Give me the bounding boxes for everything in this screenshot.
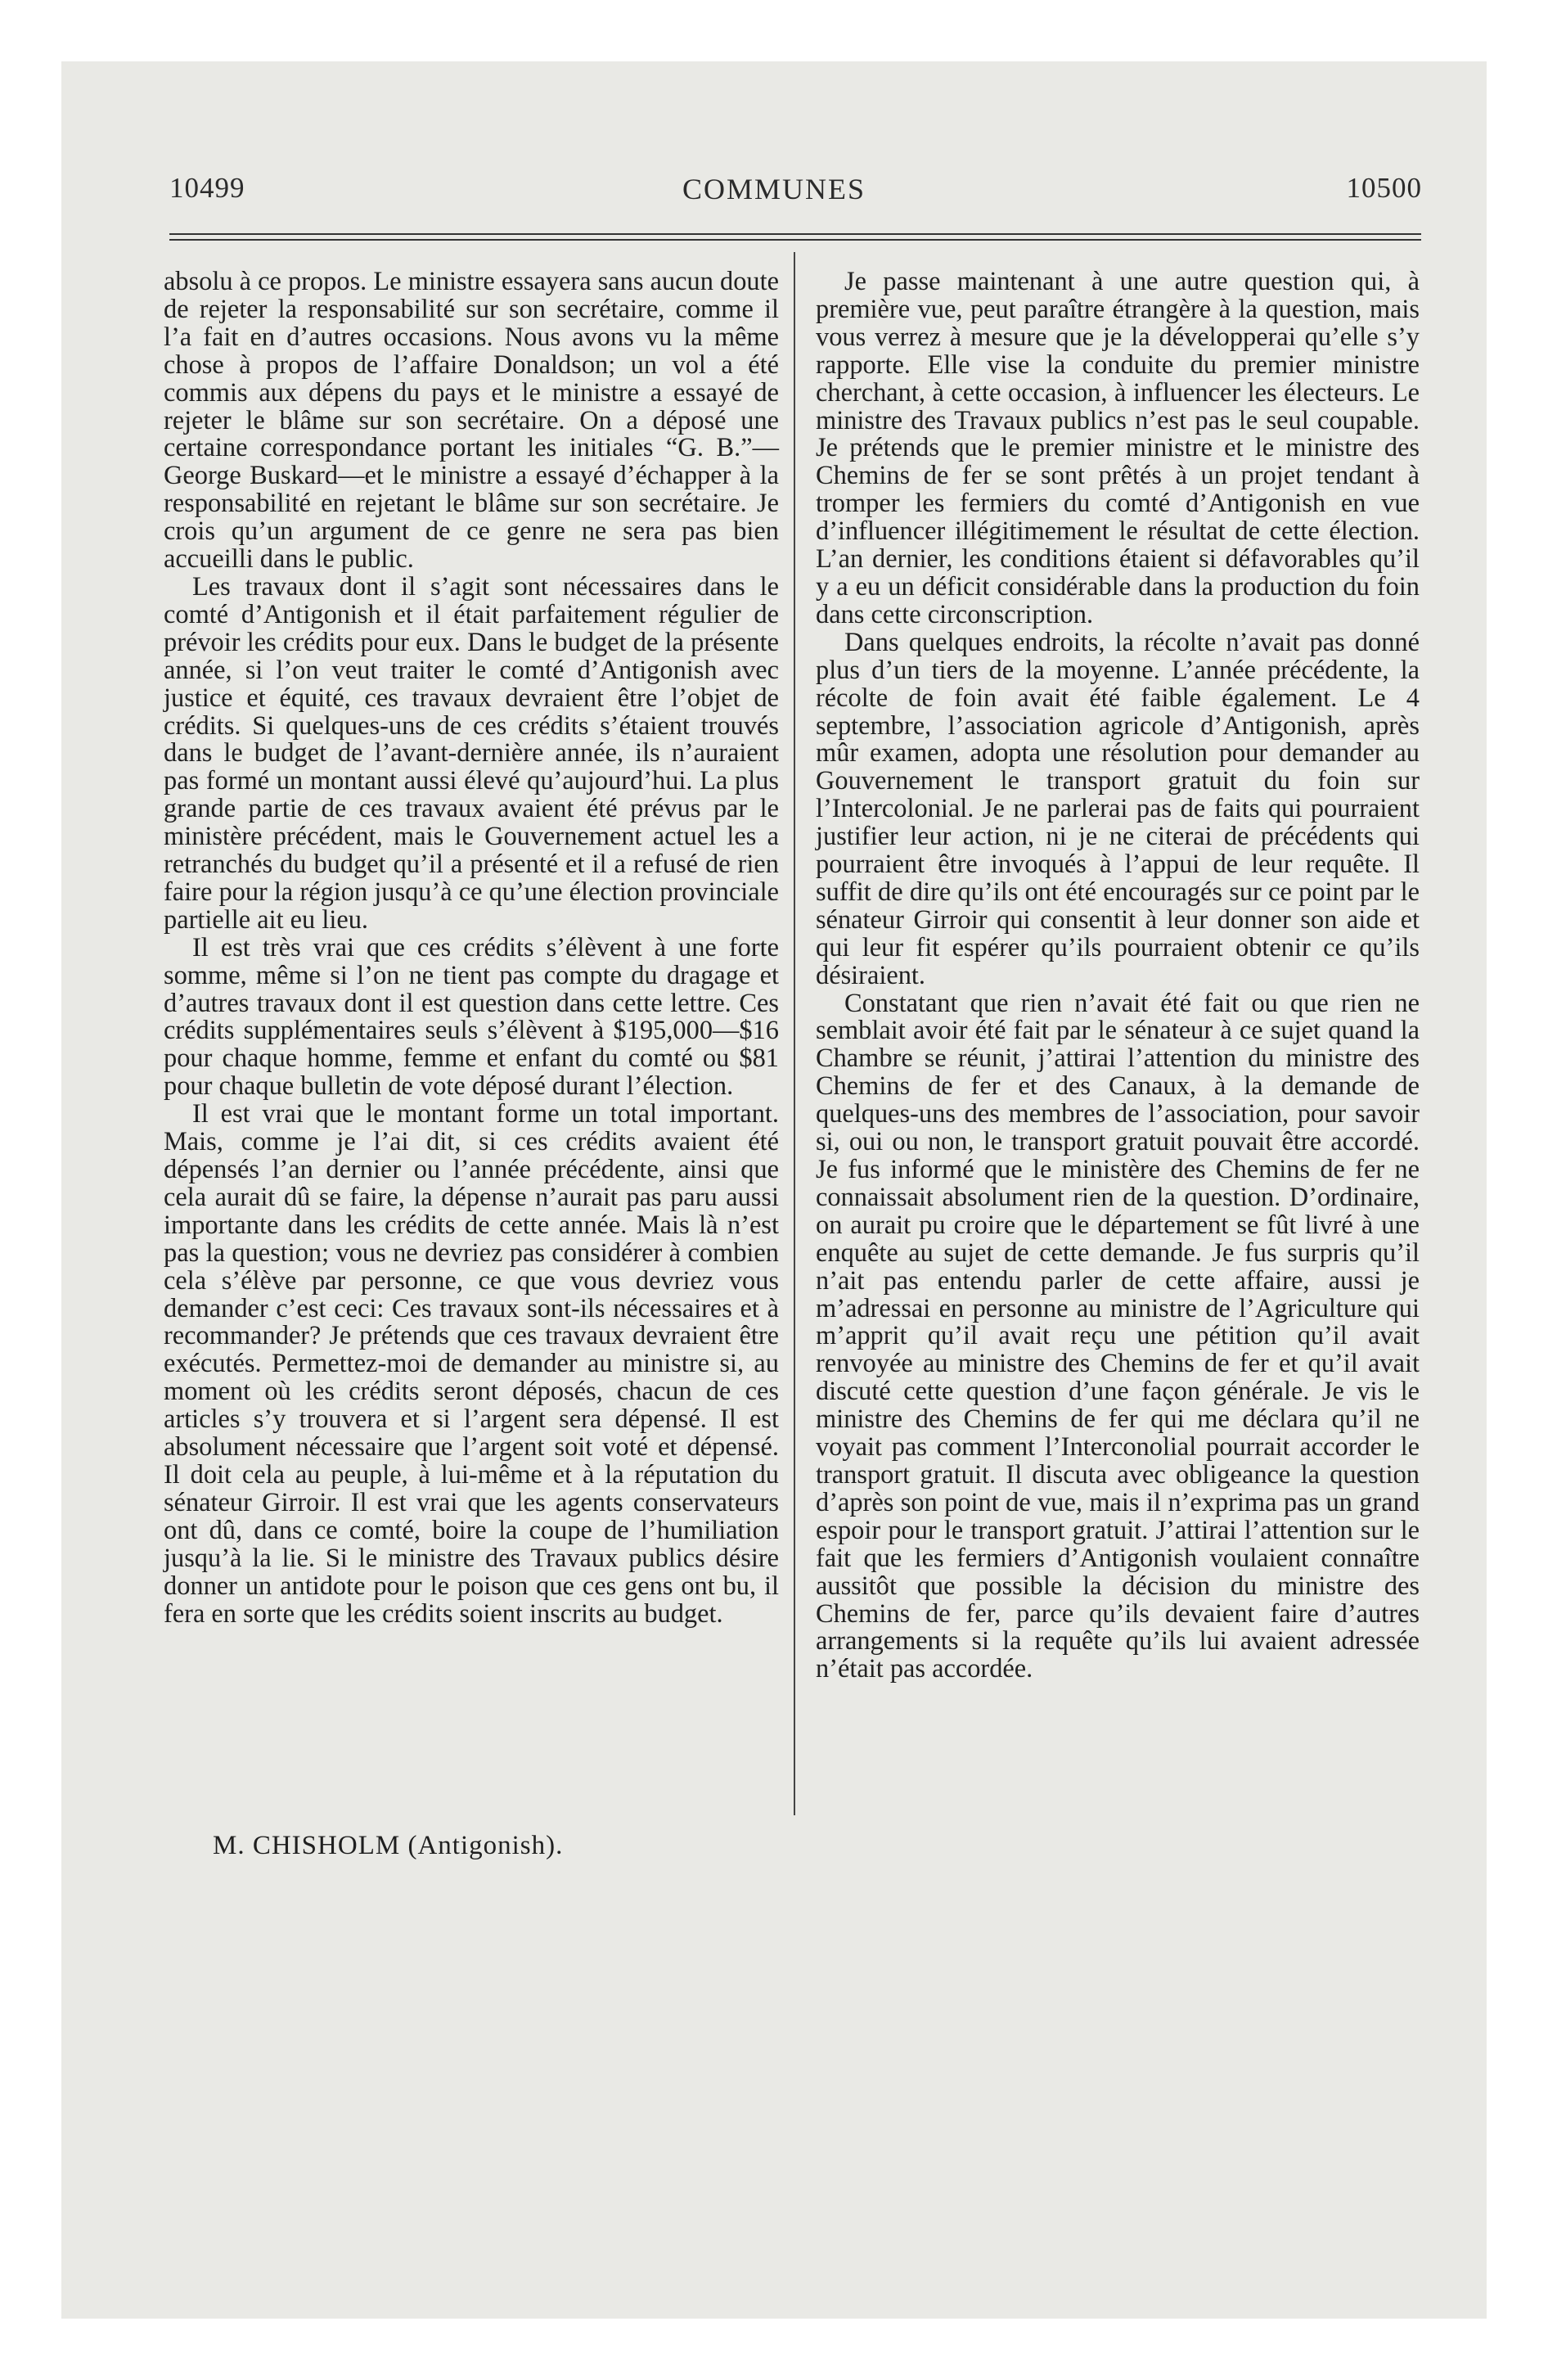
speaker-name: M. CHISHOLM <box>213 1831 401 1860</box>
page-number-left: 10499 <box>169 172 245 204</box>
speaker-riding: (Antigonish). <box>407 1831 564 1860</box>
paragraph: Les travaux dont il s’agit sont nécessaires dans le comté d’Antigonish et il était parfaitement régulier de prévoir les crédits pour eux. Dans le budget de la présente année, si l’on veut traiter le comté d’Antigonish avec justice et équité, ces travaux devraient être l’objet de crédits. Si quelques-uns de ces crédits s’étaient trouvés dans le budget de l’avant-dernière année, ils n’auraient pas formé un montant aussi élevé qu’aujourd’hui. La plus grande partie de ces travaux avaient été prévus par le ministère précédent, mais le Gouvernement actuel les a retranchés du budget qu’il a présenté et il a refusé de rien faire pour la région jusqu’à ce qu’une élection provinciale partielle ait eu lieu. <box>164 571 779 935</box>
running-title: COMMUNES <box>682 173 866 205</box>
paragraph: Il est vrai que le montant forme un total important. Mais, comme je l’ai dit, si ces crédits avaient été dépensés l’an dernier ou l’année précédente, ainsi que cela aurait dû se faire, la dépense n’aurait pas paru aussi importante dans les crédits de cette année. Mais là n’est pas la question; vous ne devriez pas considérer à combien cela s’élève par personne, ce que vous devriez vous demander c’est ceci: Ces travaux sont-ils nécessaires et à recommander? Je prétends que ces travaux devraient être exécutés. Permettez-moi de demander au ministre si, au moment où les crédits seront déposés, chacun de ces articles s’y trouvera et si l’argent sera dépensé. Il est absolument nécessaire que l’argent soit voté et dépensé. Il doit cela au peuple, à lui-même et à la réputation du sénateur Girroir. Il est vrai que les agents conservateurs ont dû, dans ce comté, boire la coupe de l’humiliation jusqu’à la lie. Si le ministre des Travaux publics désire donner un antidote pour le poison que ces gens ont bu, il fera en sorte que les crédits soient inscrits au budget. <box>164 1099 779 1629</box>
header-rule-top <box>169 233 1421 235</box>
paragraph: Il est très vrai que ces crédits s’élèvent à une forte somme, même si l’on ne tient pas compte du dragage et d’autres travaux dont il est question dans cette lettre. Ces crédits supplémentaires seuls s’élèvent à $195,000—$16 pour chaque homme, femme et enfant du comté ou $81 pour chaque bulletin de vote déposé durant l’élection. <box>164 932 779 1102</box>
left-column <box>164 268 779 1628</box>
column-divider <box>794 252 795 1815</box>
header-rule-bottom <box>169 239 1421 241</box>
page-header <box>61 61 1487 233</box>
page-number-right: 10500 <box>1346 172 1422 204</box>
paragraph: absolu à ce propos. Le ministre essayera sans aucun doute de rejeter la responsabilité sur son secrétaire, comme il l’a fait en d’autres occasions. Nous avons vu la même chose à propos de l’affaire Donaldson; un vol a été commis aux dépens du pays et le ministre a essayé de rejeter le blâme sur son secrétaire. On a déposé une certaine correspondance portant les initiales “G. B.”—George Buskard—et le ministre a essayé d’échapper à la responsabilité en rejetant le blâme sur son secrétaire. Je crois qu’un argument de ce genre ne sera pas bien accueilli dans le public. <box>164 267 779 575</box>
right-column <box>816 268 1420 1684</box>
paragraph: Dans quelques endroits, la récolte n’avait pas donné plus d’un tiers de la moyenne. L’année précédente, la récolte de foin avait été faible également. Le 4 septembre, l’association agricole d’Antigonish, après mûr examen, adopta une résolution pour demander au Gouvernement le transport gratuit du foin sur l’Intercolonial. Je ne parlerai pas de faits qui pourraient justifier leur action, ni je ne citerai de précédents qui pourraient être invoqués à l’appui de leur requête. Il suffit de dire qu’ils ont été encouragés sur ce point par le sénateur Girroir qui consentit à leur donner son aide et qui leur fit espérer qu’ils pourraient obtenir ce qu’ils désiraient. <box>816 627 1420 990</box>
page <box>61 61 1487 2319</box>
speaker-attribution <box>213 1831 563 1861</box>
paragraph: Constatant que rien n’avait été fait ou que rien ne semblait avoir été fait par le sénateur à ce sujet quand la Chambre se réunit, j’attirai l’attention du ministre des Chemins de fer et des Canaux, à la demande de quelques-uns des membres de l’association, pour savoir si, oui ou non, le transport gratuit pouvait être accordé. Je fus informé que le ministère des Chemins de fer ne connaissait absolument rien de la question. D’ordinaire, on aurait pu croire que le département se fût livré à une enquête au sujet de cette demande. Je fus surpris qu’il n’ait pas entendu parler de cette affaire, aussi je m’adressai en personne au ministre de l’Agriculture qui m’apprit qu’il avait reçu une pétition qu’il avait renvoyée au ministre des Chemins de fer et qu’il avait discuté cette question d’une façon générale. Je vis le ministre des Chemins de fer qui me déclara qu’il ne voyait pas comment l’Interconolial pourrait accorder le transport gratuit. Il discuta avec obligeance la question d’après son point de vue, mais il n’exprima pas un grand espoir pour le transport gratuit. J’attirai l’attention sur le fait que les fermiers d’Antigonish voulaient connaître aussitôt que possible la décision du ministre des Chemins de fer, parce qu’ils devaient faire d’autres arrangements si la requête qu’ils lui avaient adressée n’était pas accordée. <box>816 988 1420 1684</box>
paragraph: Je passe maintenant à une autre question qui, à première vue, peut paraître étrangère à la question, mais vous verrez à mesure que je la développerai qu’elle s’y rapporte. Elle vise la conduite du premier ministre cherchant, à cette occasion, à influencer les électeurs. Le ministre des Travaux publics n’est pas le seul coupable. Je prétends que le premier ministre et le ministre des Chemins de fer se sont prêtés à un projet tendant à tromper les fermiers du comté d’Antigonish en vue d’influencer illégitimement le résultat de cette élection. L’an dernier, les conditions étaient si défavorables qu’il y a eu un déficit considérable dans la production du foin dans cette circonscription. <box>816 267 1420 629</box>
